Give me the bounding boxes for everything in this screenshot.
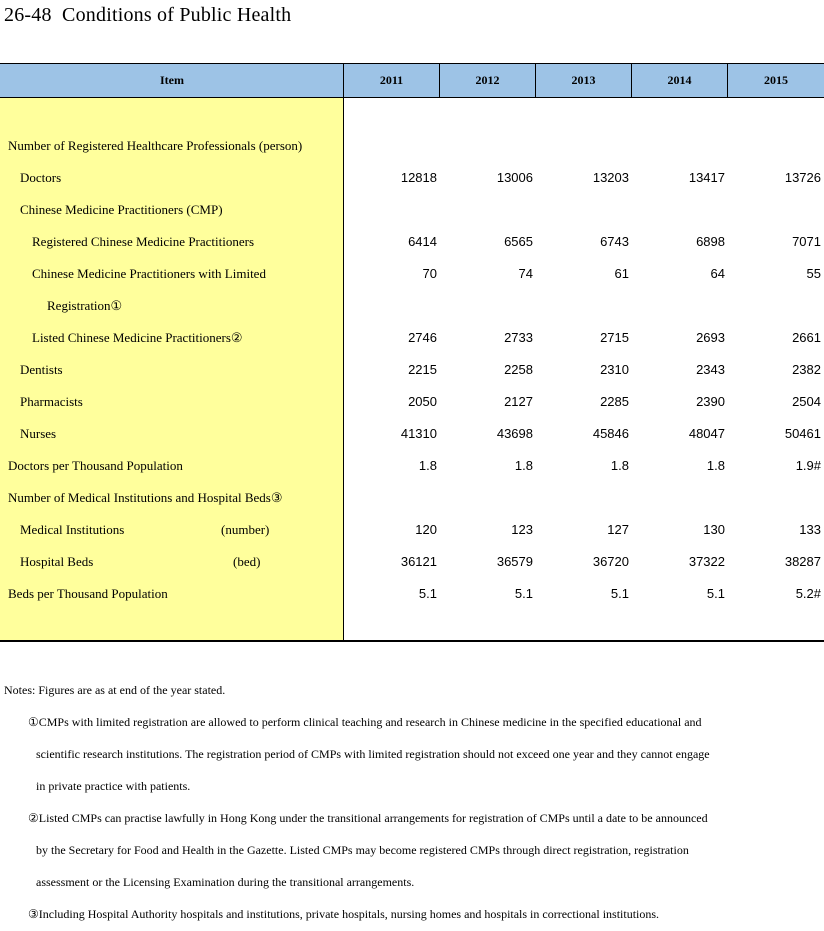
cell-value: 70 xyxy=(422,266,437,281)
cell-value: 74 xyxy=(518,266,533,281)
row-label: Hospital Beds xyxy=(20,554,94,569)
cell-value: 5.1 xyxy=(514,586,533,601)
cell-value: 1.9# xyxy=(795,458,821,473)
note-line: by the Secretary for Food and Health in the Gazette. Listed CMPs may become registered CMPs through direct registration, registration xyxy=(36,843,689,857)
cell-value: 2258 xyxy=(504,362,533,377)
table-row xyxy=(0,354,824,386)
column-header-year: 2013 xyxy=(535,64,631,97)
table-row xyxy=(0,450,824,482)
row-label: Number of Medical Institutions and Hospital Beds③ xyxy=(8,490,283,505)
cell-value: 61 xyxy=(614,266,629,281)
column-header-year: 2012 xyxy=(439,64,535,97)
cell-value: 1.8 xyxy=(514,458,533,473)
cell-value: 36720 xyxy=(592,554,629,569)
cell-value: 127 xyxy=(607,522,629,537)
cell-value: 37322 xyxy=(688,554,725,569)
row-label: Chinese Medicine Practitioners (CMP) xyxy=(20,202,223,217)
cell-value: 2215 xyxy=(408,362,437,377)
cell-value: 6743 xyxy=(600,234,629,249)
note-line: in private practice with patients. xyxy=(36,779,191,793)
cell-value: 6898 xyxy=(696,234,725,249)
row-label: Number of Registered Healthcare Professionals (person) xyxy=(8,138,303,153)
cell-value: 2343 xyxy=(696,362,725,377)
table-row xyxy=(0,322,824,354)
cell-value: 36121 xyxy=(400,554,437,569)
table-row xyxy=(0,162,824,194)
cell-value: 2746 xyxy=(408,330,437,345)
cell-value: 36579 xyxy=(496,554,533,569)
table-body xyxy=(0,98,824,642)
cell-value: 48047 xyxy=(688,426,725,441)
row-label: Pharmacists xyxy=(20,394,83,409)
row-label: Nurses xyxy=(20,426,57,441)
cell-value: 120 xyxy=(415,522,437,537)
row-label: Medical Institutions xyxy=(20,522,125,537)
note-heading: Notes: Figures are as at end of the year stated. xyxy=(4,683,226,697)
cell-value: 133 xyxy=(799,522,821,537)
cell-value: 13006 xyxy=(496,170,533,185)
column-header-year: 2015 xyxy=(727,64,824,97)
table-row xyxy=(0,386,824,418)
cell-value: 64 xyxy=(710,266,725,281)
cell-value: 2733 xyxy=(504,330,533,345)
cell-value: 1.8 xyxy=(610,458,629,473)
cell-value: 2310 xyxy=(600,362,629,377)
cell-value: 7071 xyxy=(792,234,821,249)
cell-value: 12818 xyxy=(400,170,437,185)
cell-value: 45846 xyxy=(592,426,629,441)
cell-value: 5.1 xyxy=(610,586,629,601)
cell-value: 5.2# xyxy=(795,586,821,601)
table-row xyxy=(0,290,824,322)
cell-value: 41310 xyxy=(400,426,437,441)
statistics-table xyxy=(0,63,824,642)
cell-value: 13726 xyxy=(784,170,821,185)
note-line: assessment or the Licensing Examination during the transitional arrangements. xyxy=(36,875,415,889)
cell-value: 43698 xyxy=(496,426,533,441)
table-row xyxy=(0,482,824,514)
row-label: Doctors per Thousand Population xyxy=(8,458,183,473)
table-row xyxy=(0,130,824,162)
cell-value: 2715 xyxy=(600,330,629,345)
table-row xyxy=(0,514,824,546)
cell-value: 2693 xyxy=(696,330,725,345)
cell-value: 2504 xyxy=(792,394,821,409)
cell-value: 130 xyxy=(703,522,725,537)
cell-value: 2661 xyxy=(792,330,821,345)
cell-value: 2050 xyxy=(408,394,437,409)
cell-value: 5.1 xyxy=(418,586,437,601)
table-row xyxy=(0,258,824,290)
row-label: Beds per Thousand Population xyxy=(8,586,168,601)
cell-value: 6565 xyxy=(504,234,533,249)
cell-value: 2390 xyxy=(696,394,725,409)
cell-value: 50461 xyxy=(784,426,821,441)
row-label: Registration① xyxy=(47,298,123,313)
note-line: ③Including Hospital Authority hospitals and institutions, private hospitals, nursing homes and hospitals in correctional institutions. xyxy=(28,907,660,921)
row-label: Listed Chinese Medicine Practitioners② xyxy=(32,330,243,345)
page-title: 26-48 Conditions of Public Health xyxy=(4,4,292,26)
cell-value: 55 xyxy=(806,266,821,281)
table-row xyxy=(0,546,824,578)
row-label: Chinese Medicine Practitioners with Limited xyxy=(32,266,266,281)
cell-value: 123 xyxy=(511,522,533,537)
table-row xyxy=(0,226,824,258)
cell-value: 2127 xyxy=(504,394,533,409)
row-label: Dentists xyxy=(20,362,63,377)
table-header-row xyxy=(0,63,824,98)
row-unit: (bed) xyxy=(233,554,261,569)
note-line: scientific research institutions. The registration period of CMPs with limited registration should not exceed one year and they cannot engage xyxy=(36,747,710,761)
column-header-year: 2011 xyxy=(343,64,439,97)
cell-value: 1.8 xyxy=(706,458,725,473)
cell-value: 13417 xyxy=(688,170,725,185)
table-row xyxy=(0,194,824,226)
cell-value: 2382 xyxy=(792,362,821,377)
cell-value: 6414 xyxy=(408,234,437,249)
cell-value: 2285 xyxy=(600,394,629,409)
row-unit: (number) xyxy=(221,522,270,537)
row-label: Registered Chinese Medicine Practitioners xyxy=(32,234,255,249)
cell-value: 1.8 xyxy=(418,458,437,473)
table-row xyxy=(0,578,824,610)
table-row xyxy=(0,418,824,450)
row-label: Doctors xyxy=(20,170,62,185)
cell-value: 13203 xyxy=(592,170,629,185)
column-header-item: Item xyxy=(160,73,184,87)
cell-value: 38287 xyxy=(784,554,821,569)
cell-value: 5.1 xyxy=(706,586,725,601)
note-line: ②Listed CMPs can practise lawfully in Hong Kong under the transitional arrangements for registration of CMPs until a date to be announced xyxy=(28,811,708,825)
column-header-year: 2014 xyxy=(631,64,727,97)
note-line: ①CMPs with limited registration are allowed to perform clinical teaching and research in Chinese medicine in the specified educational and xyxy=(28,715,702,729)
